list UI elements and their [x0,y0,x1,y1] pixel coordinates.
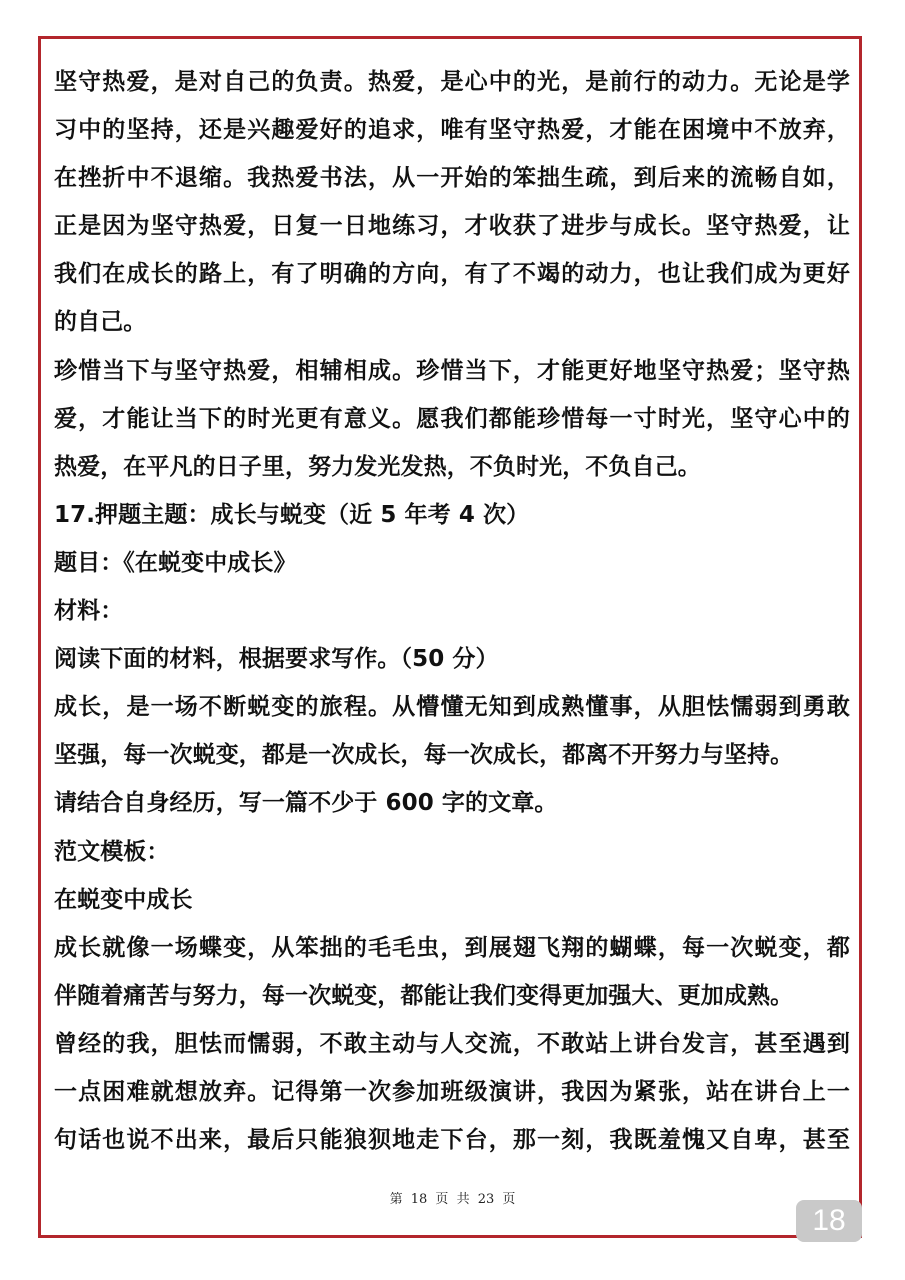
text-line: 珍惜当下与坚守热爱，相辅相成。珍惜当下，才能更好地坚守热爱；坚守热 [54,357,850,384]
text-line: 17.押题主题：成长与蜕变（近 5 年考 4 次） [54,501,530,528]
page-footer: 第 18 页 共 23 页 [389,1192,516,1207]
text-line: 材料： [54,598,124,625]
text-line: 伴随着痛苦与努力，每一次蜕变，都能让我们变得更加强大、更加成熟。 [54,982,794,1009]
page-number-badge: 18 [796,1200,862,1242]
text-line: 请结合自身经历，写一篇不少于 600 字的文章。 [54,790,558,817]
text-line: 我们在成长的路上，有了明确的方向，有了不竭的动力，也让我们成为更好 [54,261,850,288]
text-line: 范文模板： [54,838,170,865]
text-line: 句话也说不出来，最后只能狼狈地走下台，那一刻，我既羞愧又自卑，甚至 [54,1127,850,1154]
text-line: 曾经的我，胆怯而懦弱，不敢主动与人交流，不敢站上讲台发言，甚至遇到 [54,1030,850,1057]
text-line: 正是因为坚守热爱，日复一日地练习，才收获了进步与成长。坚守热爱，让 [54,213,850,240]
text-line: 题目：《在蜕变中成长》 [54,549,297,576]
text-line: 热爱，在平凡的日子里，努力发光发热，不负时光，不负自己。 [54,453,701,480]
text-line: 阅读下面的材料，根据要求写作。（50 分） [54,646,499,673]
text-line: 成长，是一场不断蜕变的旅程。从懵懂无知到成熟懂事，从胆怯懦弱到勇敢 [54,694,850,721]
text-line: 爱，才能让当下的时光更有意义。愿我们都能珍惜每一寸时光，坚守心中的 [54,405,850,432]
text-line: 一点困难就想放弃。记得第一次参加班级演讲，我因为紧张，站在讲台上一 [54,1078,850,1105]
text-line: 坚强，每一次蜕变，都是一次成长，每一次成长，都离不开努力与坚持。 [54,742,794,769]
text-line: 在挫折中不退缩。我热爱书法，从一开始的笨拙生疏，到后来的流畅自如， [54,165,850,192]
text-line: 的自己。 [54,309,147,336]
text-line: 坚守热爱，是对自己的负责。热爱，是心中的光，是前行的动力。无论是学 [54,69,850,95]
text-line: 习中的坚持，还是兴趣爱好的追求，唯有坚守热爱，才能在困境中不放弃， [54,117,850,144]
text-line: 在蜕变中成长 [54,886,193,913]
text-line: 成长就像一场蝶变，从笨拙的毛毛虫，到展翅飞翔的蝴蝶，每一次蜕变，都 [54,934,850,961]
document-body [54,58,850,1164]
